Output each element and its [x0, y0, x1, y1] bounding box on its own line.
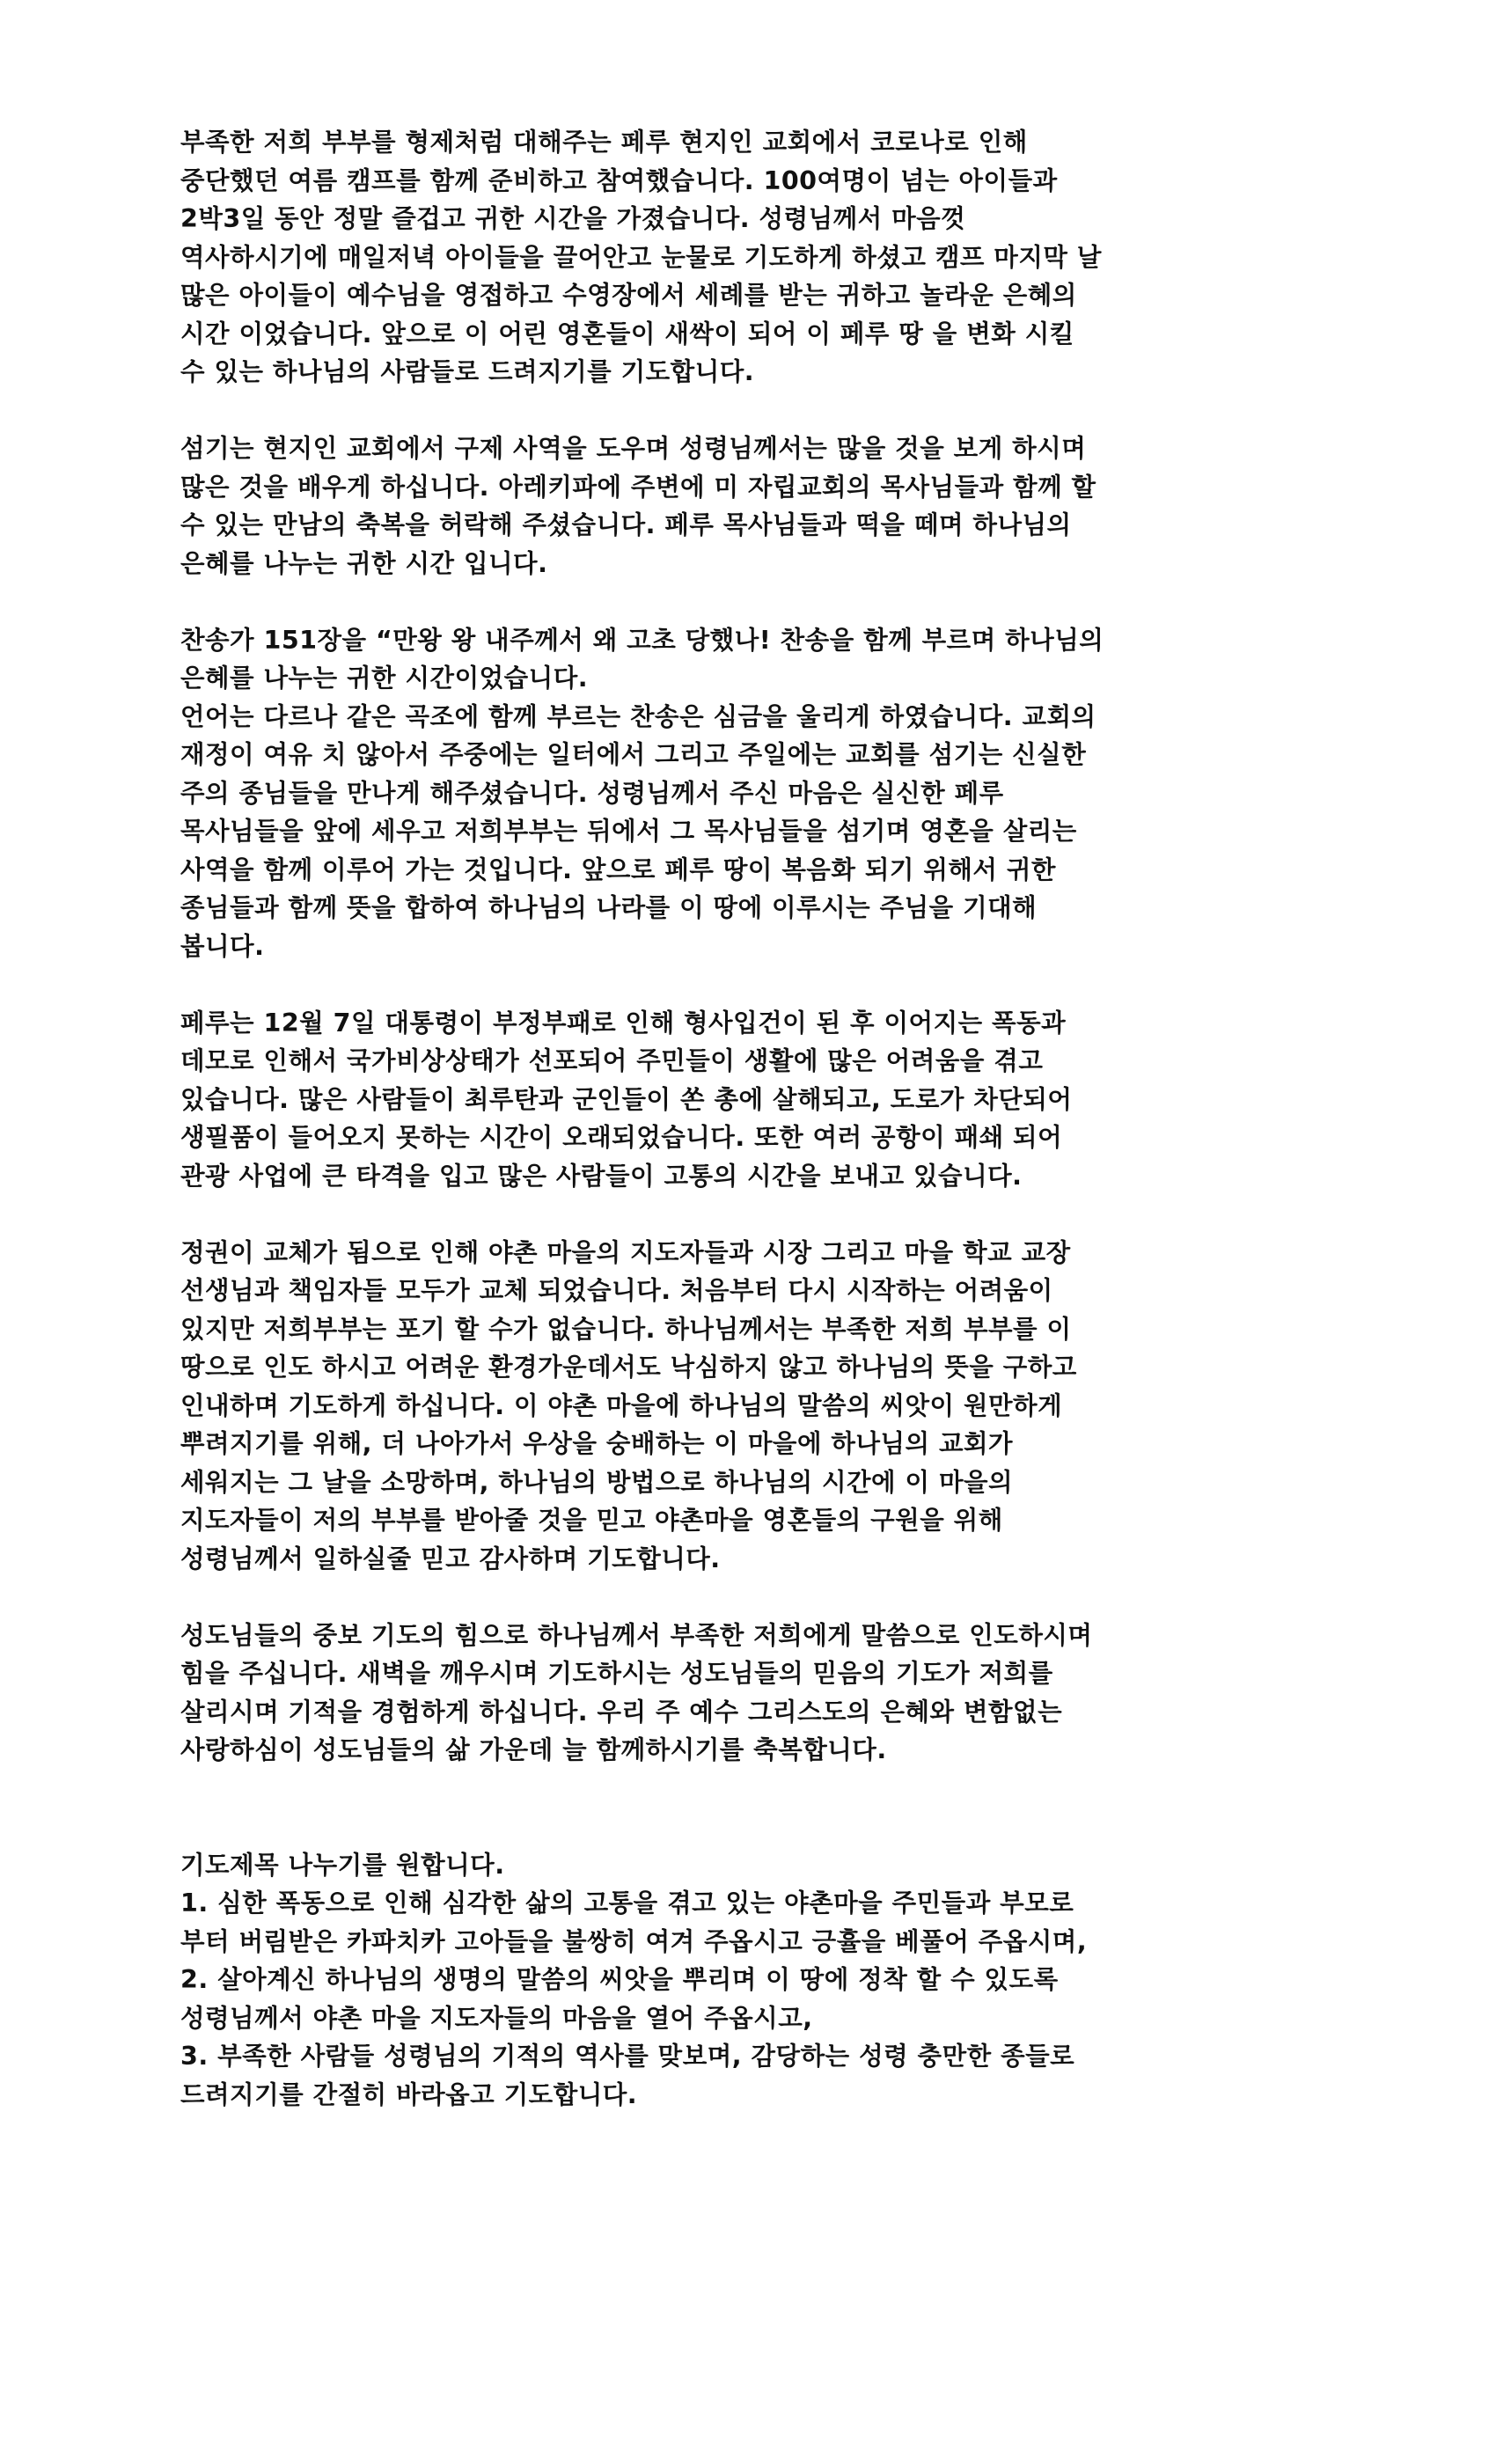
text-line: 정권이 교체가 됨으로 인해 야촌 마을의 지도자들과 시장 그리고 마을 학교 교장 [180, 1237, 1071, 1267]
text-line: 은혜를 나누는 귀한 시간이었습니다. [180, 664, 589, 693]
text-line: 살리시며 기적을 경험하게 하십니다. 우리 주 예수 그리스도의 은혜와 변함없는 [180, 1697, 1063, 1727]
text-line: 땅으로 인도 하시고 어려운 환경가운데서도 낙심하지 않고 하나님의 뜻을 구하고 [180, 1353, 1077, 1382]
text-line: 섬기는 현지인 교회에서 구제 사역을 도우며 성령님께서는 많을 것을 보게 하시며 [180, 434, 1087, 463]
text-line: 찬송가 151장을 “만왕 왕 내주께서 왜 고초 당했나! 찬송을 함께 부르며 하나님의 [180, 625, 1104, 655]
paragraph-intercession-thanks [180, 1617, 1351, 1770]
letter-body [180, 123, 1351, 2114]
text-line: 부족한 저희 부부를 형제처럼 대해주는 페루 현지인 교회에서 코로나로 인해 [180, 128, 1028, 157]
text-line: 1. 심한 폭동으로 인해 심각한 삶의 고통을 겪고 있는 야촌마을 주민들과 부모로 [180, 1888, 1074, 1918]
text-line: 많은 아이들이 예수님을 영접하고 수영장에서 세례를 받는 귀하고 놀라운 은혜의 [180, 281, 1077, 310]
text-line: 사랑하심이 성도님들의 삶 가운데 늘 함께하시기를 축복합니다. [180, 1735, 887, 1764]
text-line: 있지만 저희부부는 포기 할 수가 없습니다. 하나님께서는 부족한 저희 부부를 이 [180, 1314, 1072, 1344]
paragraph-village-leaders [180, 1234, 1351, 1579]
text-line: 재정이 여유 치 않아서 주중에는 일터에서 그리고 주일에는 교회를 섬기는 신실한 [180, 740, 1087, 769]
text-line: 시간 이었습니다. 앞으로 이 어린 영혼들이 새싹이 되어 이 페루 땅 을 변화 시킬 [180, 319, 1074, 348]
text-line: 인내하며 기도하게 하십니다. 이 야촌 마을에 하나님의 말씀의 씨앗이 원만하게 [180, 1390, 1063, 1420]
text-line: 중단했던 여름 캠프를 함께 준비하고 참여했습니다. 100여명이 넘는 아이들과 [180, 165, 1058, 195]
text-line: 성령님께서 야촌 마을 지도자들의 마음을 열어 주옵시고, [180, 2003, 813, 2033]
text-line: 수 있는 만남의 축복을 허락해 주셨습니다. 페루 목사님들과 떡을 떼며 하나님의 [180, 510, 1072, 539]
text-line: 2. 살아계신 하나님의 생명의 말씀의 씨앗을 뿌리며 이 땅에 정착 할 수 있도록 [180, 1965, 1059, 1994]
paragraph-gap [180, 583, 1351, 621]
paragraph-prayer-requests [180, 1846, 1351, 2115]
paragraph-gap [180, 1770, 1351, 1846]
paragraph-gap [180, 392, 1351, 430]
text-line: 2박3일 동안 정말 즐겁고 귀한 시간을 가졌습니다. 성령님께서 마음껏 [180, 204, 966, 233]
text-line: 뿌려지기를 위해, 더 나아가서 우상을 숭배하는 이 마을에 하나님의 교회가 [180, 1429, 1014, 1458]
text-line: 데모로 인해서 국가비상상태가 선포되어 주민들이 생활에 많은 어려움을 겪고 [180, 1046, 1044, 1075]
text-line: 페루는 12월 7일 대통령이 부정부패로 인해 형사입건이 된 후 이어지는 폭동과 [180, 1008, 1067, 1038]
text-line: 수 있는 하나님의 사람들로 드려지기를 기도합니다. [180, 357, 755, 386]
paragraph-relief-ministry [180, 429, 1351, 583]
text-line: 봅니다. [180, 931, 265, 961]
text-line: 세워지는 그 날을 소망하며, 하나님의 방법으로 하나님의 시간에 이 마을의 [180, 1467, 1014, 1497]
text-line: 있습니다. 많은 사람들이 최루탄과 군인들이 쏜 총에 살해되고, 도로가 차단되어 [180, 1084, 1073, 1114]
text-line: 기도제목 나누기를 원합니다. [180, 1850, 505, 1880]
text-line: 관광 사업에 큰 타격을 입고 많은 사람들이 고통의 시간을 보내고 있습니다. [180, 1161, 1023, 1191]
text-line: 힘을 주십니다. 새벽을 깨우시며 기도하시는 성도님들의 믿음의 기도가 저희를 [180, 1659, 1053, 1688]
text-line: 많은 것을 배우게 하십니다. 아레키파에 주변에 미 자립교회의 목사님들과 함께 할 [180, 472, 1096, 502]
text-line: 생필품이 들어오지 못하는 시간이 오래되었습니다. 또한 여러 공항이 패쇄 되어 [180, 1123, 1063, 1152]
text-line: 역사하시기에 매일저녁 아이들을 끌어안고 눈물로 기도하게 하셨고 캠프 마지막 날 [180, 242, 1102, 272]
paragraph-gap [180, 1578, 1351, 1617]
text-line: 선생님과 책임자들 모두가 교체 되었습니다. 처음부터 다시 시작하는 어려움이 [180, 1276, 1053, 1305]
text-line: 지도자들이 저의 부부를 받아줄 것을 믿고 야촌마을 영혼들의 구원을 위해 [180, 1506, 1003, 1535]
paragraph-hymn [180, 621, 1351, 966]
paragraph-peru-situation [180, 1004, 1351, 1196]
text-line: 은혜를 나누는 귀한 시간 입니다. [180, 548, 548, 578]
text-line: 드려지기를 간절히 바라옵고 기도합니다. [180, 2079, 638, 2109]
paragraph-gap [180, 965, 1351, 1004]
text-line: 종님들과 함께 뜻을 합하여 하나님의 나라를 이 땅에 이루시는 주님을 기대해 [180, 893, 1038, 922]
text-line: 부터 버림받은 카파치카 고아들을 불쌍히 여겨 주옵시고 긍휼을 베풀어 주옵시며, [180, 1926, 1088, 1956]
text-line: 언어는 다르나 같은 곡조에 함께 부르는 찬송은 심금을 울리게 하였습니다. 교회의 [180, 701, 1096, 731]
text-line: 주의 종님들을 만나게 해주셨습니다. 성령님께서 주신 마음은 실신한 페루 [180, 778, 1004, 808]
text-line: 목사님들을 앞에 세우고 저희부부는 뒤에서 그 목사님들을 섬기며 영혼을 살리는 [180, 817, 1077, 846]
text-line: 성도님들의 중보 기도의 힘으로 하나님께서 부족한 저희에게 말씀으로 인도하시며 [180, 1620, 1093, 1650]
paragraph-summer-camp [180, 123, 1351, 392]
text-line: 3. 부족한 사람들 성령님의 기적의 역사를 맞보며, 감당하는 성령 충만한 종들로 [180, 2042, 1075, 2071]
text-line: 사역을 함께 이루어 가는 것입니다. 앞으로 페루 땅이 복음화 되기 위해서 귀한 [180, 854, 1056, 884]
paragraph-gap [180, 1195, 1351, 1234]
text-line: 성령님께서 일하실줄 믿고 감사하며 기도합니다. [180, 1544, 721, 1573]
